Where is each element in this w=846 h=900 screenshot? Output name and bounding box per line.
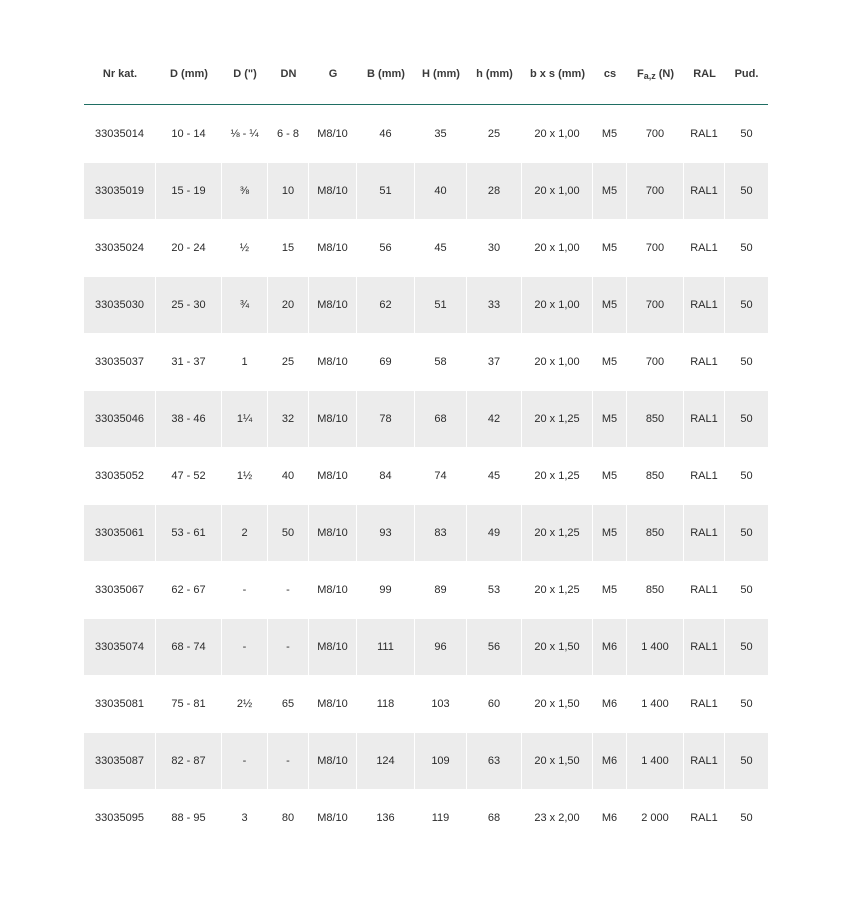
header-catalog-number: Nr kat. bbox=[84, 44, 156, 105]
cell-ral: RAL1 bbox=[684, 163, 725, 220]
cell-band-size: 20 x 1,50 bbox=[522, 676, 593, 733]
cell-diameter-mm: 75 - 81 bbox=[156, 676, 222, 733]
cell-b-mm: 62 bbox=[357, 277, 415, 334]
cell-force: 700 bbox=[627, 220, 684, 277]
cell-force: 700 bbox=[627, 163, 684, 220]
header-h-lower-mm: h (mm) bbox=[467, 44, 522, 105]
cell-dn: - bbox=[268, 619, 309, 676]
table-row bbox=[84, 733, 768, 790]
cell-cs: M5 bbox=[593, 277, 627, 334]
cell-force: 850 bbox=[627, 448, 684, 505]
cell-thread-g: M8/10 bbox=[309, 277, 357, 334]
table-row bbox=[84, 334, 768, 391]
cell-h-upper-mm: 83 bbox=[415, 505, 467, 562]
table-row bbox=[84, 105, 768, 163]
cell-diameter-inch: - bbox=[222, 619, 268, 676]
cell-diameter-mm: 25 - 30 bbox=[156, 277, 222, 334]
cell-dn: - bbox=[268, 733, 309, 790]
cell-diameter-mm: 88 - 95 bbox=[156, 790, 222, 847]
cell-dn: 80 bbox=[268, 790, 309, 847]
cell-cs: M5 bbox=[593, 391, 627, 448]
table-row bbox=[84, 448, 768, 505]
table-header bbox=[84, 44, 768, 105]
cell-diameter-mm: 20 - 24 bbox=[156, 220, 222, 277]
table-row bbox=[84, 163, 768, 220]
cell-b-mm: 56 bbox=[357, 220, 415, 277]
cell-band-size: 20 x 1,00 bbox=[522, 163, 593, 220]
cell-band-size: 20 x 1,25 bbox=[522, 505, 593, 562]
cell-package: 50 bbox=[725, 105, 768, 163]
cell-catalog-number: 33035095 bbox=[84, 790, 156, 847]
header-h-upper-mm: H (mm) bbox=[415, 44, 467, 105]
cell-band-size: 20 x 1,25 bbox=[522, 448, 593, 505]
cell-diameter-inch: ½ bbox=[222, 220, 268, 277]
cell-thread-g: M8/10 bbox=[309, 163, 357, 220]
table-row bbox=[84, 676, 768, 733]
header-force-subscript: a,z bbox=[643, 70, 656, 81]
cell-catalog-number: 33035067 bbox=[84, 562, 156, 619]
cell-ral: RAL1 bbox=[684, 562, 725, 619]
cell-b-mm: 111 bbox=[357, 619, 415, 676]
cell-h-lower-mm: 49 bbox=[467, 505, 522, 562]
cell-h-upper-mm: 68 bbox=[415, 391, 467, 448]
cell-diameter-mm: 62 - 67 bbox=[156, 562, 222, 619]
cell-diameter-inch: ⅛ - ¼ bbox=[222, 105, 268, 163]
cell-cs: M6 bbox=[593, 619, 627, 676]
cell-catalog-number: 33035052 bbox=[84, 448, 156, 505]
header-cs: cs bbox=[593, 44, 627, 105]
cell-catalog-number: 33035046 bbox=[84, 391, 156, 448]
cell-catalog-number: 33035087 bbox=[84, 733, 156, 790]
cell-diameter-inch: 1¼ bbox=[222, 391, 268, 448]
cell-b-mm: 51 bbox=[357, 163, 415, 220]
cell-dn: 6 - 8 bbox=[268, 105, 309, 163]
cell-band-size: 20 x 1,00 bbox=[522, 105, 593, 163]
cell-band-size: 23 x 2,00 bbox=[522, 790, 593, 847]
cell-h-lower-mm: 63 bbox=[467, 733, 522, 790]
cell-h-lower-mm: 45 bbox=[467, 448, 522, 505]
cell-diameter-mm: 15 - 19 bbox=[156, 163, 222, 220]
cell-cs: M5 bbox=[593, 334, 627, 391]
cell-dn: - bbox=[268, 562, 309, 619]
header-force-prefix: F bbox=[636, 67, 644, 80]
cell-ral: RAL1 bbox=[684, 105, 725, 163]
cell-h-lower-mm: 56 bbox=[467, 619, 522, 676]
cell-diameter-inch: ¾ bbox=[222, 277, 268, 334]
cell-h-lower-mm: 30 bbox=[467, 220, 522, 277]
cell-catalog-number: 33035024 bbox=[84, 220, 156, 277]
cell-thread-g: M8/10 bbox=[309, 619, 357, 676]
cell-package: 50 bbox=[725, 619, 768, 676]
cell-diameter-inch: 1½ bbox=[222, 448, 268, 505]
cell-dn: 65 bbox=[268, 676, 309, 733]
header-ral: RAL bbox=[684, 44, 725, 105]
cell-catalog-number: 33035037 bbox=[84, 334, 156, 391]
cell-thread-g: M8/10 bbox=[309, 790, 357, 847]
cell-b-mm: 46 bbox=[357, 105, 415, 163]
header-force bbox=[627, 44, 684, 105]
cell-h-lower-mm: 53 bbox=[467, 562, 522, 619]
cell-h-upper-mm: 119 bbox=[415, 790, 467, 847]
cell-force: 2 000 bbox=[627, 790, 684, 847]
cell-catalog-number: 33035081 bbox=[84, 676, 156, 733]
cell-cs: M5 bbox=[593, 562, 627, 619]
cell-dn: 32 bbox=[268, 391, 309, 448]
table-row bbox=[84, 391, 768, 448]
cell-ral: RAL1 bbox=[684, 676, 725, 733]
table-row bbox=[84, 505, 768, 562]
cell-thread-g: M8/10 bbox=[309, 105, 357, 163]
table-row bbox=[84, 562, 768, 619]
cell-h-lower-mm: 37 bbox=[467, 334, 522, 391]
cell-ral: RAL1 bbox=[684, 220, 725, 277]
cell-dn: 10 bbox=[268, 163, 309, 220]
cell-h-lower-mm: 60 bbox=[467, 676, 522, 733]
cell-ral: RAL1 bbox=[684, 391, 725, 448]
cell-force: 700 bbox=[627, 334, 684, 391]
header-thread-g: G bbox=[309, 44, 357, 105]
cell-h-lower-mm: 33 bbox=[467, 277, 522, 334]
cell-ral: RAL1 bbox=[684, 448, 725, 505]
cell-b-mm: 124 bbox=[357, 733, 415, 790]
cell-diameter-mm: 47 - 52 bbox=[156, 448, 222, 505]
cell-dn: 50 bbox=[268, 505, 309, 562]
header-force-suffix: (N) bbox=[655, 67, 675, 80]
header-b-mm: B (mm) bbox=[357, 44, 415, 105]
cell-thread-g: M8/10 bbox=[309, 334, 357, 391]
cell-band-size: 20 x 1,50 bbox=[522, 619, 593, 676]
cell-package: 50 bbox=[725, 562, 768, 619]
cell-band-size: 20 x 1,25 bbox=[522, 562, 593, 619]
cell-band-size: 20 x 1,50 bbox=[522, 733, 593, 790]
cell-cs: M5 bbox=[593, 220, 627, 277]
cell-diameter-inch: 3 bbox=[222, 790, 268, 847]
cell-diameter-mm: 31 - 37 bbox=[156, 334, 222, 391]
cell-h-upper-mm: 74 bbox=[415, 448, 467, 505]
cell-thread-g: M8/10 bbox=[309, 448, 357, 505]
cell-h-upper-mm: 51 bbox=[415, 277, 467, 334]
cell-diameter-mm: 82 - 87 bbox=[156, 733, 222, 790]
cell-band-size: 20 x 1,00 bbox=[522, 277, 593, 334]
header-band-size: b x s (mm) bbox=[522, 44, 593, 105]
cell-h-upper-mm: 40 bbox=[415, 163, 467, 220]
cell-cs: M5 bbox=[593, 105, 627, 163]
cell-b-mm: 136 bbox=[357, 790, 415, 847]
cell-package: 50 bbox=[725, 220, 768, 277]
cell-package: 50 bbox=[725, 505, 768, 562]
cell-dn: 20 bbox=[268, 277, 309, 334]
cell-force: 1 400 bbox=[627, 676, 684, 733]
table-row bbox=[84, 220, 768, 277]
cell-band-size: 20 x 1,25 bbox=[522, 391, 593, 448]
cell-package: 50 bbox=[725, 334, 768, 391]
cell-package: 50 bbox=[725, 391, 768, 448]
header-row bbox=[84, 44, 768, 105]
cell-catalog-number: 33035074 bbox=[84, 619, 156, 676]
cell-ral: RAL1 bbox=[684, 733, 725, 790]
cell-thread-g: M8/10 bbox=[309, 676, 357, 733]
table-row bbox=[84, 790, 768, 847]
header-diameter-inch: D (") bbox=[222, 44, 268, 105]
cell-thread-g: M8/10 bbox=[309, 562, 357, 619]
cell-h-upper-mm: 96 bbox=[415, 619, 467, 676]
cell-force: 850 bbox=[627, 505, 684, 562]
cell-h-upper-mm: 45 bbox=[415, 220, 467, 277]
cell-package: 50 bbox=[725, 277, 768, 334]
cell-dn: 15 bbox=[268, 220, 309, 277]
cell-cs: M6 bbox=[593, 676, 627, 733]
cell-h-upper-mm: 89 bbox=[415, 562, 467, 619]
cell-package: 50 bbox=[725, 676, 768, 733]
cell-diameter-inch: ⅜ bbox=[222, 163, 268, 220]
cell-cs: M5 bbox=[593, 163, 627, 220]
cell-diameter-mm: 53 - 61 bbox=[156, 505, 222, 562]
cell-catalog-number: 33035019 bbox=[84, 163, 156, 220]
cell-thread-g: M8/10 bbox=[309, 220, 357, 277]
cell-thread-g: M8/10 bbox=[309, 505, 357, 562]
cell-b-mm: 99 bbox=[357, 562, 415, 619]
cell-cs: M6 bbox=[593, 790, 627, 847]
cell-h-lower-mm: 28 bbox=[467, 163, 522, 220]
cell-ral: RAL1 bbox=[684, 277, 725, 334]
cell-package: 50 bbox=[725, 163, 768, 220]
cell-b-mm: 84 bbox=[357, 448, 415, 505]
cell-b-mm: 118 bbox=[357, 676, 415, 733]
cell-h-upper-mm: 103 bbox=[415, 676, 467, 733]
cell-diameter-inch: 2 bbox=[222, 505, 268, 562]
cell-force: 1 400 bbox=[627, 733, 684, 790]
cell-ral: RAL1 bbox=[684, 334, 725, 391]
cell-h-upper-mm: 35 bbox=[415, 105, 467, 163]
header-dn: DN bbox=[268, 44, 309, 105]
cell-force: 700 bbox=[627, 277, 684, 334]
cell-h-upper-mm: 58 bbox=[415, 334, 467, 391]
cell-catalog-number: 33035030 bbox=[84, 277, 156, 334]
cell-ral: RAL1 bbox=[684, 505, 725, 562]
cell-h-lower-mm: 25 bbox=[467, 105, 522, 163]
cell-package: 50 bbox=[725, 790, 768, 847]
cell-ral: RAL1 bbox=[684, 619, 725, 676]
table-row bbox=[84, 277, 768, 334]
cell-cs: M5 bbox=[593, 505, 627, 562]
cell-force: 1 400 bbox=[627, 619, 684, 676]
cell-h-lower-mm: 42 bbox=[467, 391, 522, 448]
cell-b-mm: 69 bbox=[357, 334, 415, 391]
cell-thread-g: M8/10 bbox=[309, 391, 357, 448]
product-spec-table bbox=[84, 44, 768, 847]
cell-thread-g: M8/10 bbox=[309, 733, 357, 790]
cell-package: 50 bbox=[725, 733, 768, 790]
cell-h-lower-mm: 68 bbox=[467, 790, 522, 847]
cell-force: 850 bbox=[627, 562, 684, 619]
product-table-container bbox=[84, 44, 768, 847]
cell-diameter-inch: 1 bbox=[222, 334, 268, 391]
header-package: Pud. bbox=[725, 44, 768, 105]
cell-h-upper-mm: 109 bbox=[415, 733, 467, 790]
cell-b-mm: 78 bbox=[357, 391, 415, 448]
cell-diameter-inch: - bbox=[222, 733, 268, 790]
cell-cs: M5 bbox=[593, 448, 627, 505]
cell-force: 700 bbox=[627, 105, 684, 163]
cell-ral: RAL1 bbox=[684, 790, 725, 847]
cell-diameter-mm: 68 - 74 bbox=[156, 619, 222, 676]
cell-diameter-inch: 2½ bbox=[222, 676, 268, 733]
cell-band-size: 20 x 1,00 bbox=[522, 334, 593, 391]
cell-catalog-number: 33035014 bbox=[84, 105, 156, 163]
table-row bbox=[84, 619, 768, 676]
table-body bbox=[84, 105, 768, 847]
cell-catalog-number: 33035061 bbox=[84, 505, 156, 562]
cell-band-size: 20 x 1,00 bbox=[522, 220, 593, 277]
cell-cs: M6 bbox=[593, 733, 627, 790]
cell-dn: 25 bbox=[268, 334, 309, 391]
cell-diameter-inch: - bbox=[222, 562, 268, 619]
cell-package: 50 bbox=[725, 448, 768, 505]
cell-diameter-mm: 38 - 46 bbox=[156, 391, 222, 448]
header-diameter-mm: D (mm) bbox=[156, 44, 222, 105]
cell-force: 850 bbox=[627, 391, 684, 448]
cell-b-mm: 93 bbox=[357, 505, 415, 562]
cell-dn: 40 bbox=[268, 448, 309, 505]
cell-diameter-mm: 10 - 14 bbox=[156, 105, 222, 163]
